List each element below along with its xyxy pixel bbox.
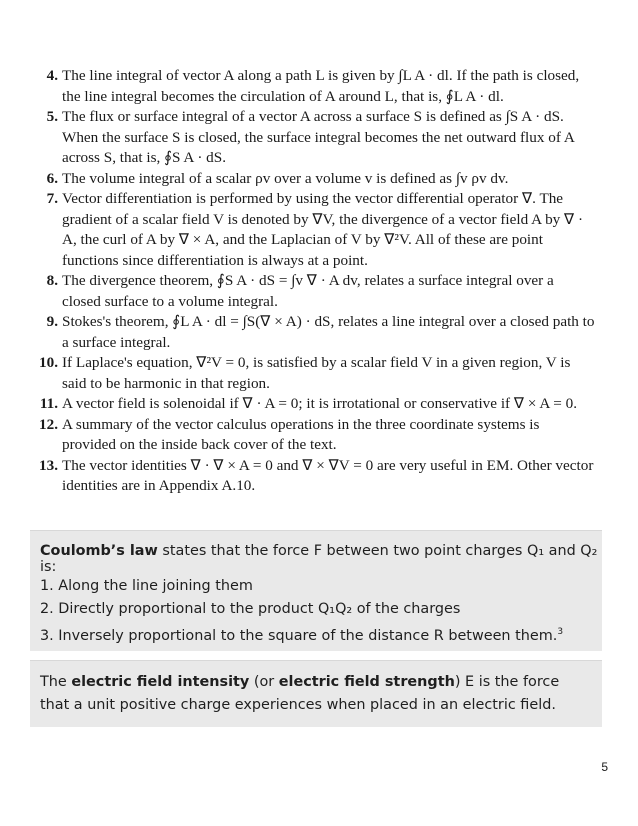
item-number: 11.: [39, 395, 58, 412]
list-item: [30, 394, 596, 415]
item-number: 9.: [46, 313, 58, 330]
list-item: [30, 456, 596, 497]
item-text: The vector identities ∇ · ∇ × A = 0 and ∇ × ∇V = 0 are very useful in EM. Other vector identities are in Appendix A.10.: [62, 456, 594, 494]
list-item: [30, 353, 596, 394]
item-text: The line integral of vector A along a path L is given by ∫L A · dl. If the path is closed, the line integral becomes the circulation of A around L, that is, ∮L A · dl.: [62, 67, 580, 105]
item-number: 13.: [39, 456, 58, 474]
list-item: [30, 312, 596, 353]
item-text: A summary of the vector calculus operations in the three coordinate systems is provided on the inside back cover of the text.: [62, 415, 540, 453]
list-item: [30, 107, 596, 169]
item-text: If Laplace's equation, ∇²V = 0, is satisfied by a scalar field V in a given region, V is said to be harmonic in that region.: [62, 354, 571, 392]
item-text: A vector field is solenoidal if ∇ · A = 0; it is irrotational or conservative if ∇ × A = 0.: [62, 395, 578, 412]
item-number: 6.: [46, 169, 58, 187]
item-text: Stokes's theorem, ∮L A · dl = ∫S(∇ × A) · dS, relates a line integral over a closed path to a surface integral.: [62, 313, 595, 351]
list-item: [30, 271, 596, 312]
summary-list: [30, 66, 596, 497]
footnote-marker: 3: [557, 627, 564, 637]
list-item: [30, 415, 596, 456]
electric-field-definition: [40, 671, 592, 717]
coulomb-law-statement: [40, 543, 602, 575]
definition-text: ) E is the force that a unit positive charge experiences when placed in an electric field.: [40, 674, 560, 713]
electric-field-box: [30, 660, 602, 727]
coulomb-point: 2. Directly proportional to the product Q₁Q₂ of the charges: [40, 601, 461, 617]
list-item: [30, 189, 596, 271]
definition-term: electric field intensity: [71, 674, 250, 690]
coulomb-law-box: [30, 530, 602, 651]
list-item: [30, 169, 596, 190]
coulomb-point: 1. Along the line joining them: [40, 578, 253, 594]
item-number: 7.: [46, 190, 58, 207]
item-text: The volume integral of a scalar ρv over a volume v is defined as ∫v ρv dv.: [62, 169, 509, 187]
item-number: 10.: [39, 354, 58, 371]
item-number: 8.: [46, 272, 58, 289]
item-text: The divergence theorem, ∮S A · dS = ∫v ∇ · A dv, relates a surface integral over a closed surface to a volume integral.: [62, 272, 554, 310]
coulomb-law-rest: states that the force F between two point charges Q₁ and Q₂ is:: [40, 543, 598, 575]
definition-text: (or: [249, 674, 279, 690]
page-number: 5: [601, 760, 608, 774]
coulomb-law-points: [40, 575, 563, 648]
list-item: [30, 66, 596, 107]
item-text: Vector differentiation is performed by using the vector differential operator ∇. The gradient of a scalar field V is denoted by ∇V, the divergence of a vector field A by ∇ · A, the curl of A by ∇ × A, and the Laplacian of V by ∇²V. All of these are point functions since differentiation is always at a point.: [62, 190, 584, 269]
item-number: 12.: [39, 415, 58, 433]
coulomb-point-text: 3. Inversely proportional to the square of the distance R between them.: [40, 627, 558, 644]
item-number: 4.: [46, 67, 58, 84]
coulomb-point-3: [40, 621, 563, 648]
definition-term: electric field strength: [278, 674, 455, 690]
definition-text: The: [40, 674, 72, 690]
item-number: 5.: [46, 108, 58, 125]
coulomb-law-term: Coulomb’s law: [40, 543, 158, 559]
item-text: The flux or surface integral of a vector A across a surface S is defined as ∫S A · dS. When the surface S is closed, the surface integral becomes the net outward flux of A across S, that is, ∮S A · dS.: [62, 108, 574, 166]
